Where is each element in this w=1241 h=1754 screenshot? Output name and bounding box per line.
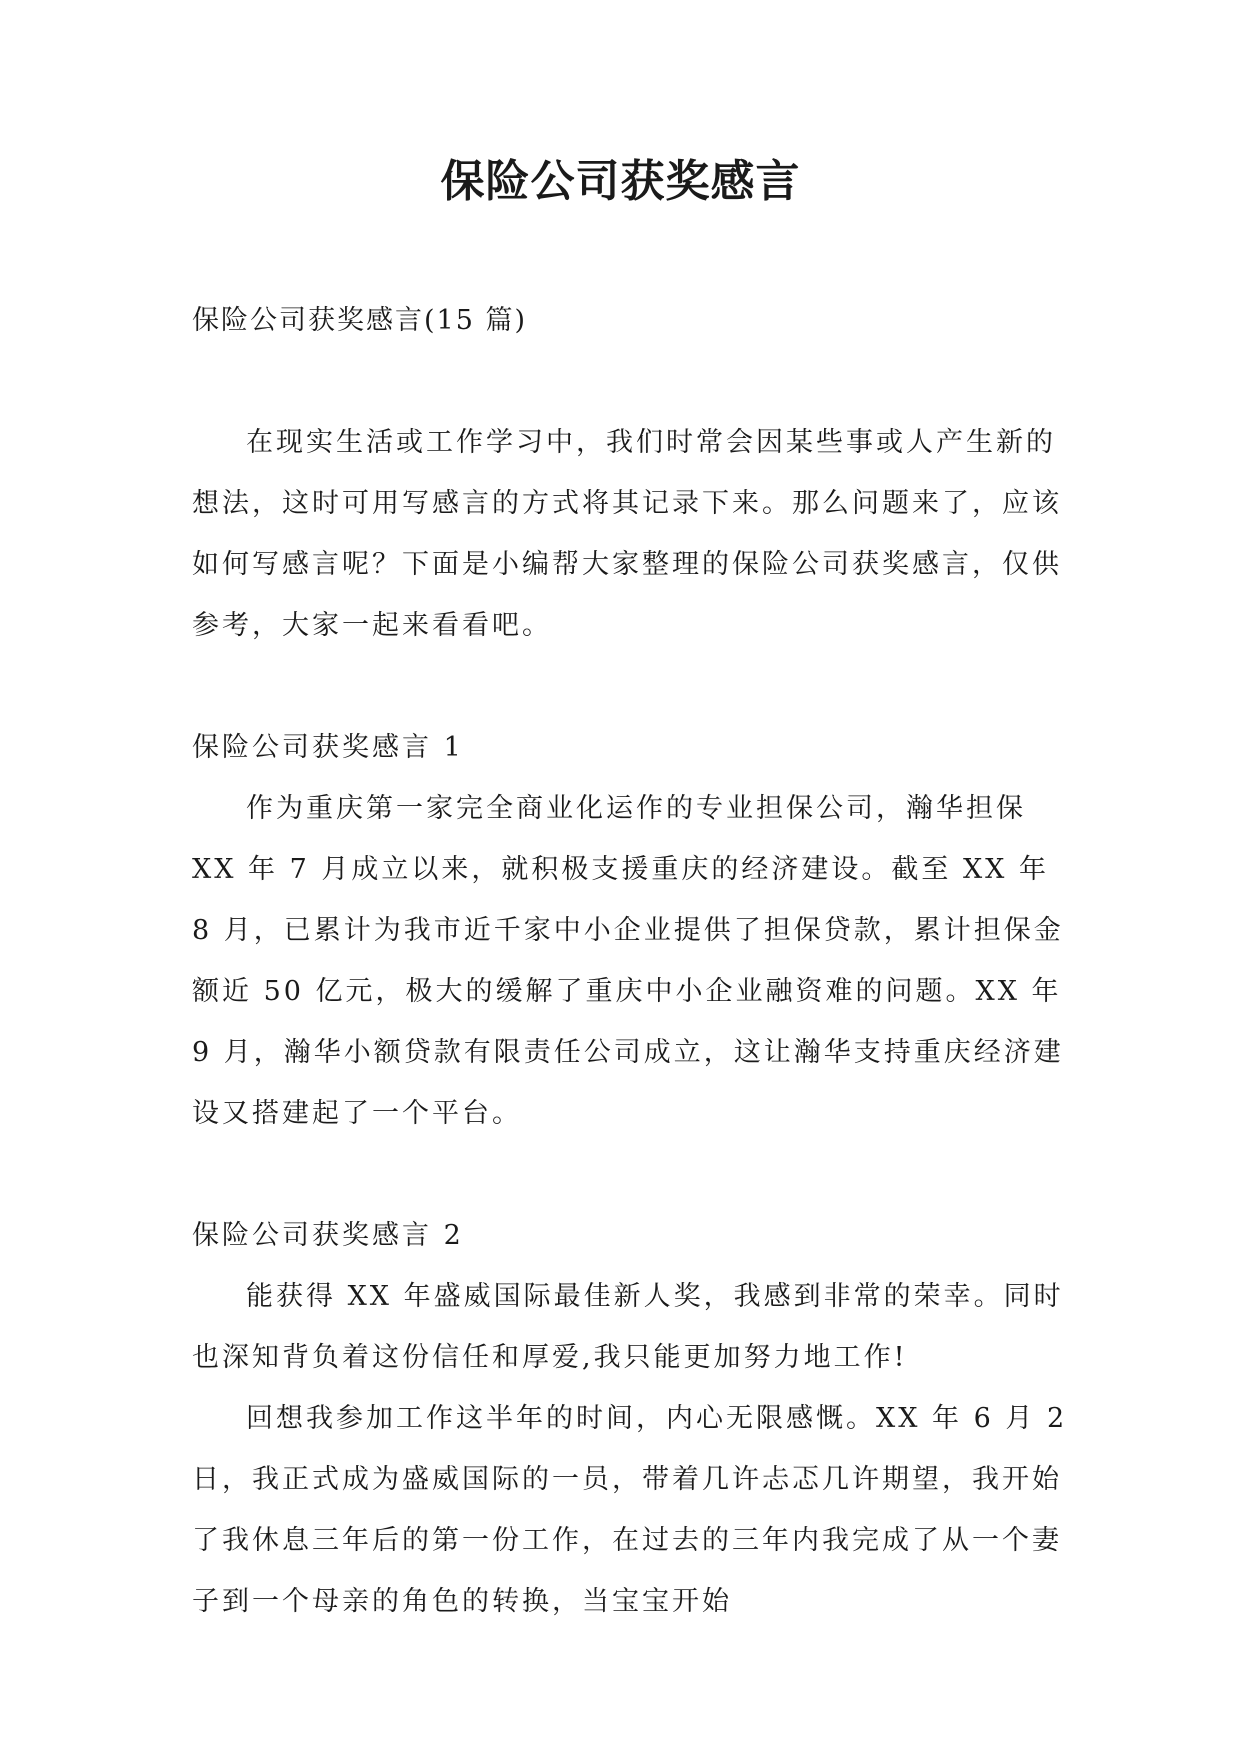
spacer xyxy=(192,656,1072,717)
document-subtitle: 保险公司获奖感言(15 篇) xyxy=(192,305,528,336)
document-body xyxy=(192,290,1072,1632)
section-paragraph: 作为重庆第一家完全商业化运作的专业担保公司，瀚华担保 XX 年 7 月成立以来，就积极支援重庆的经济建设。截至 XX 年 8 月，已累计为我市近千家中小企业提供了担保贷款，累计担保金额近 50 亿元，极大的缓解了重庆中小企业融资难的问题。XX 年 9 月，瀚华小额贷款有限责任公司成立，这让瀚华支持重庆经济建设又搭建起了一个平台。 xyxy=(192,793,1064,1129)
intro-paragraph: 在现实生活或工作学习中，我们时常会因某些事或人产生新的想法，这时可用写感言的方式将其记录下来。那么问题来了，应该如何写感言呢？下面是小编帮大家整理的保险公司获奖感言，仅供参考，大家一起来看看吧。 xyxy=(192,427,1062,641)
document-title: 保险公司获奖感言 xyxy=(440,156,801,207)
section-heading: 保险公司获奖感言 2 xyxy=(192,1220,464,1251)
spacer xyxy=(192,351,1072,412)
spacer xyxy=(192,1144,1072,1205)
section-paragraph: 回想我参加工作这半年的时间，内心无限感慨。XX 年 6 月 2 日，我正式成为盛威国际的一员，带着几许忐忑几许期望，我开始了我休息三年后的第一份工作，在过去的三年内我完成了从一个妻子到一个母亲的角色的转换，当宝宝开始 xyxy=(192,1403,1068,1617)
section-paragraph: 能获得 XX 年盛威国际最佳新人奖，我感到非常的荣幸。同时也深知背负着这份信任和厚爱,我只能更加努力地工作! xyxy=(192,1281,1064,1373)
section-heading: 保险公司获奖感言 1 xyxy=(192,732,464,763)
